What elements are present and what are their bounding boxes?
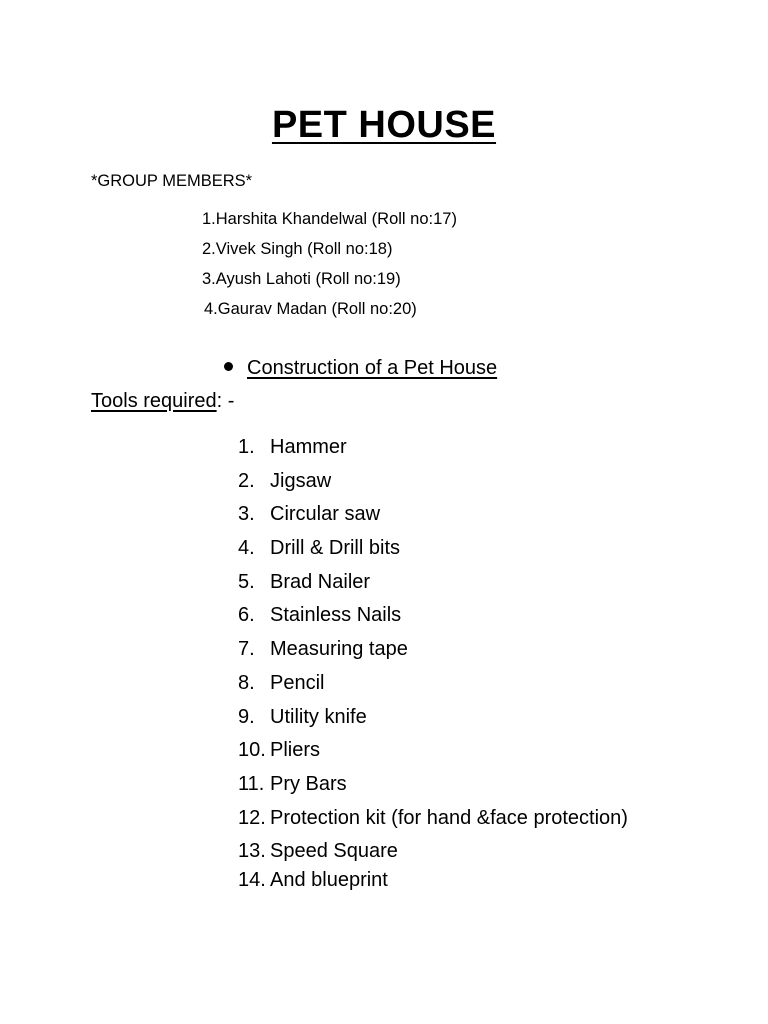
list-item xyxy=(238,635,628,669)
list-number: 11. xyxy=(238,772,265,795)
list-item xyxy=(238,669,628,703)
list-text: Circular saw xyxy=(270,503,381,526)
tools-heading-label: Tools required xyxy=(91,390,217,412)
list-number: 10. xyxy=(238,739,266,762)
list-item xyxy=(238,500,628,534)
list-text: Utility knife xyxy=(270,705,367,728)
list-text: Hammer xyxy=(270,436,347,458)
list-text: Drill & Drill bits xyxy=(270,537,400,560)
list-item xyxy=(238,467,628,501)
list-text: Measuring tape xyxy=(270,638,408,661)
bullet-dot-icon xyxy=(224,362,233,371)
list-item xyxy=(238,534,628,568)
list-number: 9. xyxy=(238,705,255,728)
list-text: Brad Nailer xyxy=(270,570,371,593)
list-item xyxy=(238,866,628,896)
member-item: 2.Vivek Singh (Roll no:18) xyxy=(202,240,393,258)
member-item: 3.Ayush Lahoti (Roll no:19) xyxy=(202,270,401,288)
member-item: 4.Gaurav Madan (Roll no:20) xyxy=(204,300,417,318)
list-number: 5. xyxy=(238,570,255,593)
section-heading: Construction of a Pet House xyxy=(247,357,498,379)
list-text: Stainless Nails xyxy=(270,604,402,627)
list-number: 7. xyxy=(238,638,255,661)
list-text: And blueprint xyxy=(270,868,388,891)
members-list xyxy=(202,207,457,327)
list-number: 12. xyxy=(238,806,266,829)
list-number: 6. xyxy=(238,604,255,627)
list-number: 14. xyxy=(238,868,266,891)
tools-heading xyxy=(91,390,234,413)
page-title: PET HOUSE xyxy=(271,104,497,146)
list-text: Jigsaw xyxy=(270,469,332,492)
list-item xyxy=(238,804,628,838)
section-bullet xyxy=(224,357,497,380)
list-number: 4. xyxy=(238,537,255,560)
list-text: Speed Square xyxy=(270,840,398,863)
list-number: 2. xyxy=(238,469,255,492)
list-text: Pry Bars xyxy=(270,772,347,795)
group-members-heading: *GROUP MEMBERS* xyxy=(91,172,253,190)
list-item xyxy=(238,770,628,804)
list-number: 3. xyxy=(238,503,255,526)
list-item xyxy=(238,568,628,602)
list-number: 13. xyxy=(238,840,266,863)
list-item xyxy=(238,736,628,770)
list-number: 1. xyxy=(238,436,255,458)
list-text: Protection kit (for hand &face protection) xyxy=(270,806,628,829)
tools-list xyxy=(238,433,628,896)
tools-heading-suffix: : - xyxy=(216,390,235,412)
list-item xyxy=(238,703,628,737)
member-item: 1.Harshita Khandelwal (Roll no:17) xyxy=(202,210,457,228)
list-text: Pliers xyxy=(270,739,321,762)
list-text: Pencil xyxy=(270,671,325,694)
list-item xyxy=(238,433,628,467)
list-number: 8. xyxy=(238,671,255,694)
list-item xyxy=(238,601,628,635)
